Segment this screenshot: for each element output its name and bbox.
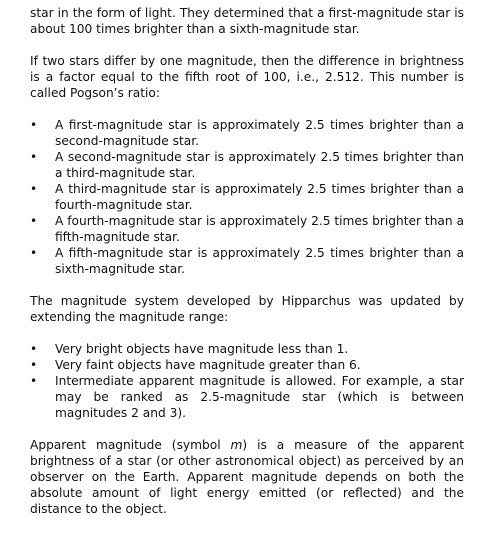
magnitude-range-list: [30, 341, 464, 421]
list-item-text: A fifth-magnitude star is approximately 2.5 times brighter than a sixth-magnitude star.: [55, 246, 464, 276]
spacer: [30, 325, 464, 341]
bullet-icon: •: [30, 374, 38, 388]
list-item: [30, 117, 464, 149]
bullet-icon: •: [30, 214, 38, 228]
list-item-text: A fourth-magnitude star is approximately 2.5 times brighter than a fifth-magnitude star.: [55, 214, 464, 244]
spacer: [30, 421, 464, 437]
paragraph-hipparchus: The magnitude system developed by Hipparchus was updated by extending the magnitude range:: [30, 294, 464, 324]
list-item: [30, 245, 464, 277]
list-item-text: A first-magnitude star is approximately 2.5 times brighter than a second-magnitude star.: [55, 118, 464, 148]
list-item-text: Very bright objects have magnitude less than 1.: [55, 342, 349, 356]
paragraph-intro: star in the form of light. They determined that a first-magnitude star is about 100 times brighter than a sixth-magnitude star.: [30, 6, 464, 36]
list-item: [30, 373, 464, 421]
paragraph-text: ) is a measure of the apparent brightness of a star (or other astronomical object) as perceived by an observer on the Earth. Apparent magnitude depends on both the absolute amount of light energy emitted (or reflected) and the distance to the object.: [30, 438, 464, 516]
list-item: [30, 357, 464, 373]
bullet-icon: •: [30, 150, 38, 164]
magnitude-symbol: m: [230, 438, 243, 452]
spacer: [30, 277, 464, 293]
bullet-icon: •: [30, 118, 38, 132]
spacer: [30, 101, 464, 117]
paragraph-pogson: If two stars differ by one magnitude, then the difference in brightness is a factor equal to the fifth root of 100, i.e., 2.512. This number is called Pogson’s ratio:: [30, 54, 464, 100]
bullet-icon: •: [30, 182, 38, 196]
magnitude-ratio-list: [30, 117, 464, 277]
spacer: [30, 37, 464, 53]
bullet-icon: •: [30, 358, 38, 372]
bullet-icon: •: [30, 246, 38, 260]
list-item: [30, 341, 464, 357]
document-page: [30, 5, 464, 517]
bullet-icon: •: [30, 342, 38, 356]
paragraph-apparent-magnitude: [30, 437, 464, 517]
list-item: [30, 181, 464, 213]
list-item-text: Very faint objects have magnitude greater than 6.: [55, 358, 361, 372]
list-item: [30, 149, 464, 181]
list-item-text: A second-magnitude star is approximately 2.5 times brighter than a third-magnitude star.: [55, 150, 464, 180]
list-item-text: A third-magnitude star is approximately 2.5 times brighter than a fourth-magnitude star.: [55, 182, 464, 212]
paragraph-text: Apparent magnitude (symbol: [30, 438, 231, 452]
list-item: [30, 213, 464, 245]
list-item-text: Intermediate apparent magnitude is allowed. For example, a star may be ranked as 2.5-magnitude star (which is between magnitudes 2 and 3).: [55, 374, 464, 420]
